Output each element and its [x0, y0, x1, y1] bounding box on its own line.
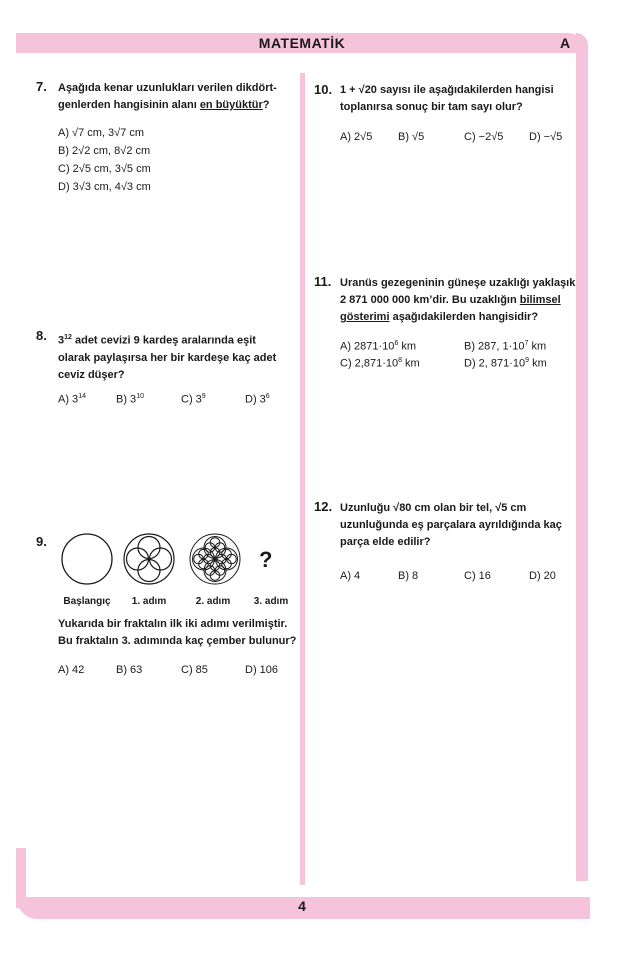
q12-option-b[interactable]: B) 8 [398, 570, 419, 582]
q12-option-c[interactable]: C) 16 [464, 570, 491, 582]
q10-option-b[interactable]: B) √5 [398, 131, 425, 143]
q7-number: 7. [36, 79, 47, 94]
q8-option-c-exp: 9 [201, 393, 206, 400]
q8-option-b[interactable] [116, 388, 144, 409]
q11-emphasis-2: gösterimi [340, 311, 390, 323]
q8-option-a-label: A) 3 [58, 393, 79, 406]
page-frame-right [576, 33, 588, 881]
q10-line1 [340, 82, 576, 99]
q9-stem [58, 616, 298, 650]
q8-option-c-label: C) 3 [181, 393, 202, 406]
q10-number: 10. [314, 82, 333, 97]
q11-option-d[interactable] [464, 352, 547, 373]
q8-option-d[interactable] [245, 388, 270, 409]
q12-line3: parça elde edilir? [340, 536, 431, 548]
q7-stem [58, 80, 293, 114]
booklet-letter: A [560, 35, 571, 51]
q11-option-a-unit: km [398, 340, 417, 353]
q11-line3 [340, 309, 576, 326]
fractal-step-3-question-mark: ? [259, 547, 273, 572]
q7-option-d[interactable]: D) 3√3 cm, 4√3 cm [58, 181, 151, 193]
fractal-step-0 [62, 534, 112, 584]
q7-line1: Aşağıda kenar uzunlukları verilen dikdört- [58, 82, 277, 94]
q8-option-d-label: D) 3 [245, 393, 266, 406]
subject-title: MATEMATİK [258, 35, 346, 51]
q9-number: 9. [36, 534, 47, 549]
fractal-step-1 [124, 534, 174, 584]
q11-option-d-unit: km [529, 357, 547, 370]
q8-option-a-exp: 14 [78, 393, 86, 400]
q11-option-c[interactable] [340, 352, 420, 373]
q10-option-c[interactable]: C) −2√5 [464, 131, 504, 143]
q7-option-a[interactable]: A) √7 cm, 3√7 cm [58, 127, 145, 139]
q8-line1-rest: adet cevizi 9 kardeş aralarında eşit [71, 334, 256, 347]
q11-number: 11. [314, 274, 332, 289]
q7-options [58, 124, 151, 196]
q12-number: 12. [314, 499, 333, 514]
q11-stem [340, 275, 576, 326]
q10-line2: toplanırsa sonuç bir tam sayı olur? [340, 101, 523, 113]
q8-option-b-exp: 10 [136, 393, 144, 400]
q8-stem [58, 329, 293, 384]
fractal-label-start: Başlangıç [63, 596, 111, 607]
fractal-label-step3: 3. adım [253, 596, 289, 607]
fractal-step-2 [190, 534, 240, 584]
q11-option-b-unit: km [528, 340, 547, 353]
q8-option-d-exp: 6 [265, 393, 270, 400]
q7-option-c[interactable]: C) 2√5 cm, 3√5 cm [58, 163, 151, 175]
q12-stem [340, 500, 576, 551]
q9-option-b[interactable]: B) 63 [116, 664, 143, 676]
q12-line2: uzunluğunda eş parçalara ayrıldığında kaç [340, 519, 562, 531]
fractal-label-step1: 1. adım [131, 596, 167, 607]
q8-number: 8. [36, 328, 47, 343]
q11-option-b-base: B) 287, 1·10 [464, 340, 525, 353]
q12-line1 [340, 500, 576, 517]
q11-line2 [340, 292, 576, 309]
q8-line3: ceviz düşer? [58, 368, 125, 381]
q11-option-c-unit: km [402, 357, 420, 370]
q8-option-c[interactable] [181, 388, 206, 409]
page-number: 4 [298, 898, 306, 914]
q11-option-c-exp: 8 [398, 357, 402, 364]
q11-option-a-base: A) 2871·10 [340, 340, 395, 353]
q11-option-d-base: D) 2, 871·10 [464, 357, 526, 370]
q10-expression: 1 + √20 [340, 84, 377, 96]
q8-line2: olarak paylaşırsa her bir kardeşe kaç adet [58, 351, 277, 364]
q9-line2: Bu fraktalın 3. adımında kaç çember bulunur? [58, 635, 297, 647]
q11-line2-pre: 2 871 000 000 km’dir. Bu uzaklığın [340, 294, 520, 306]
q11-emphasis-1: bilimsel [519, 294, 561, 306]
q8-base: 3 [58, 334, 65, 347]
fractal-label-step2: 2. adım [195, 596, 231, 607]
q11-line3-post: aşağıdakilerden hangisidir? [389, 311, 539, 323]
q10-option-a[interactable]: A) 2√5 [340, 131, 373, 143]
q12-option-d[interactable]: D) 20 [529, 570, 556, 582]
q12-piece-expr: √5 [495, 502, 508, 514]
q10-stem [340, 82, 576, 116]
q9-option-d[interactable]: D) 106 [245, 664, 279, 676]
q8-option-a[interactable] [58, 388, 86, 409]
q12-line1-e: cm [507, 502, 527, 514]
q7-emphasis: en büyüktür [199, 99, 263, 111]
q11-option-a-exp: 6 [394, 340, 399, 347]
q11-line1: Uranüs gezegeninin güneşe uzaklığı yaklaşık [340, 277, 576, 289]
q9-option-c[interactable]: C) 85 [181, 664, 208, 676]
q12-length-expr: √80 [393, 502, 412, 514]
q8-exponent: 12 [64, 334, 72, 341]
q12-option-a[interactable]: A) 4 [340, 570, 361, 582]
q11-option-d-exp: 9 [525, 357, 530, 364]
q8-option-b-label: B) 3 [116, 393, 137, 406]
q9-option-a[interactable]: A) 42 [58, 664, 85, 676]
q7-line2 [58, 97, 293, 114]
q12-line1-a: Uzunluğu [340, 502, 394, 514]
q8-line1 [58, 329, 293, 350]
q12-line1-c: cm olan bir tel, [411, 502, 496, 514]
q7-option-b[interactable]: B) 2√2 cm, 8√2 cm [58, 145, 151, 157]
q10-option-d[interactable]: D) −√5 [529, 131, 563, 143]
q11-option-c-base: C) 2,871·10 [340, 357, 399, 370]
q7-line2-post: ? [262, 99, 270, 111]
q11-option-b-exp: 7 [524, 340, 529, 347]
q9-line1: Yukarıda bir fraktalın ilk iki adımı verilmiştir. [58, 618, 288, 630]
column-divider [300, 73, 305, 885]
q7-line2-pre: genlerden hangisinin alanı [58, 99, 200, 111]
q10-line1-rest: sayısı ile aşağıdakilerden hangisi [376, 84, 554, 96]
